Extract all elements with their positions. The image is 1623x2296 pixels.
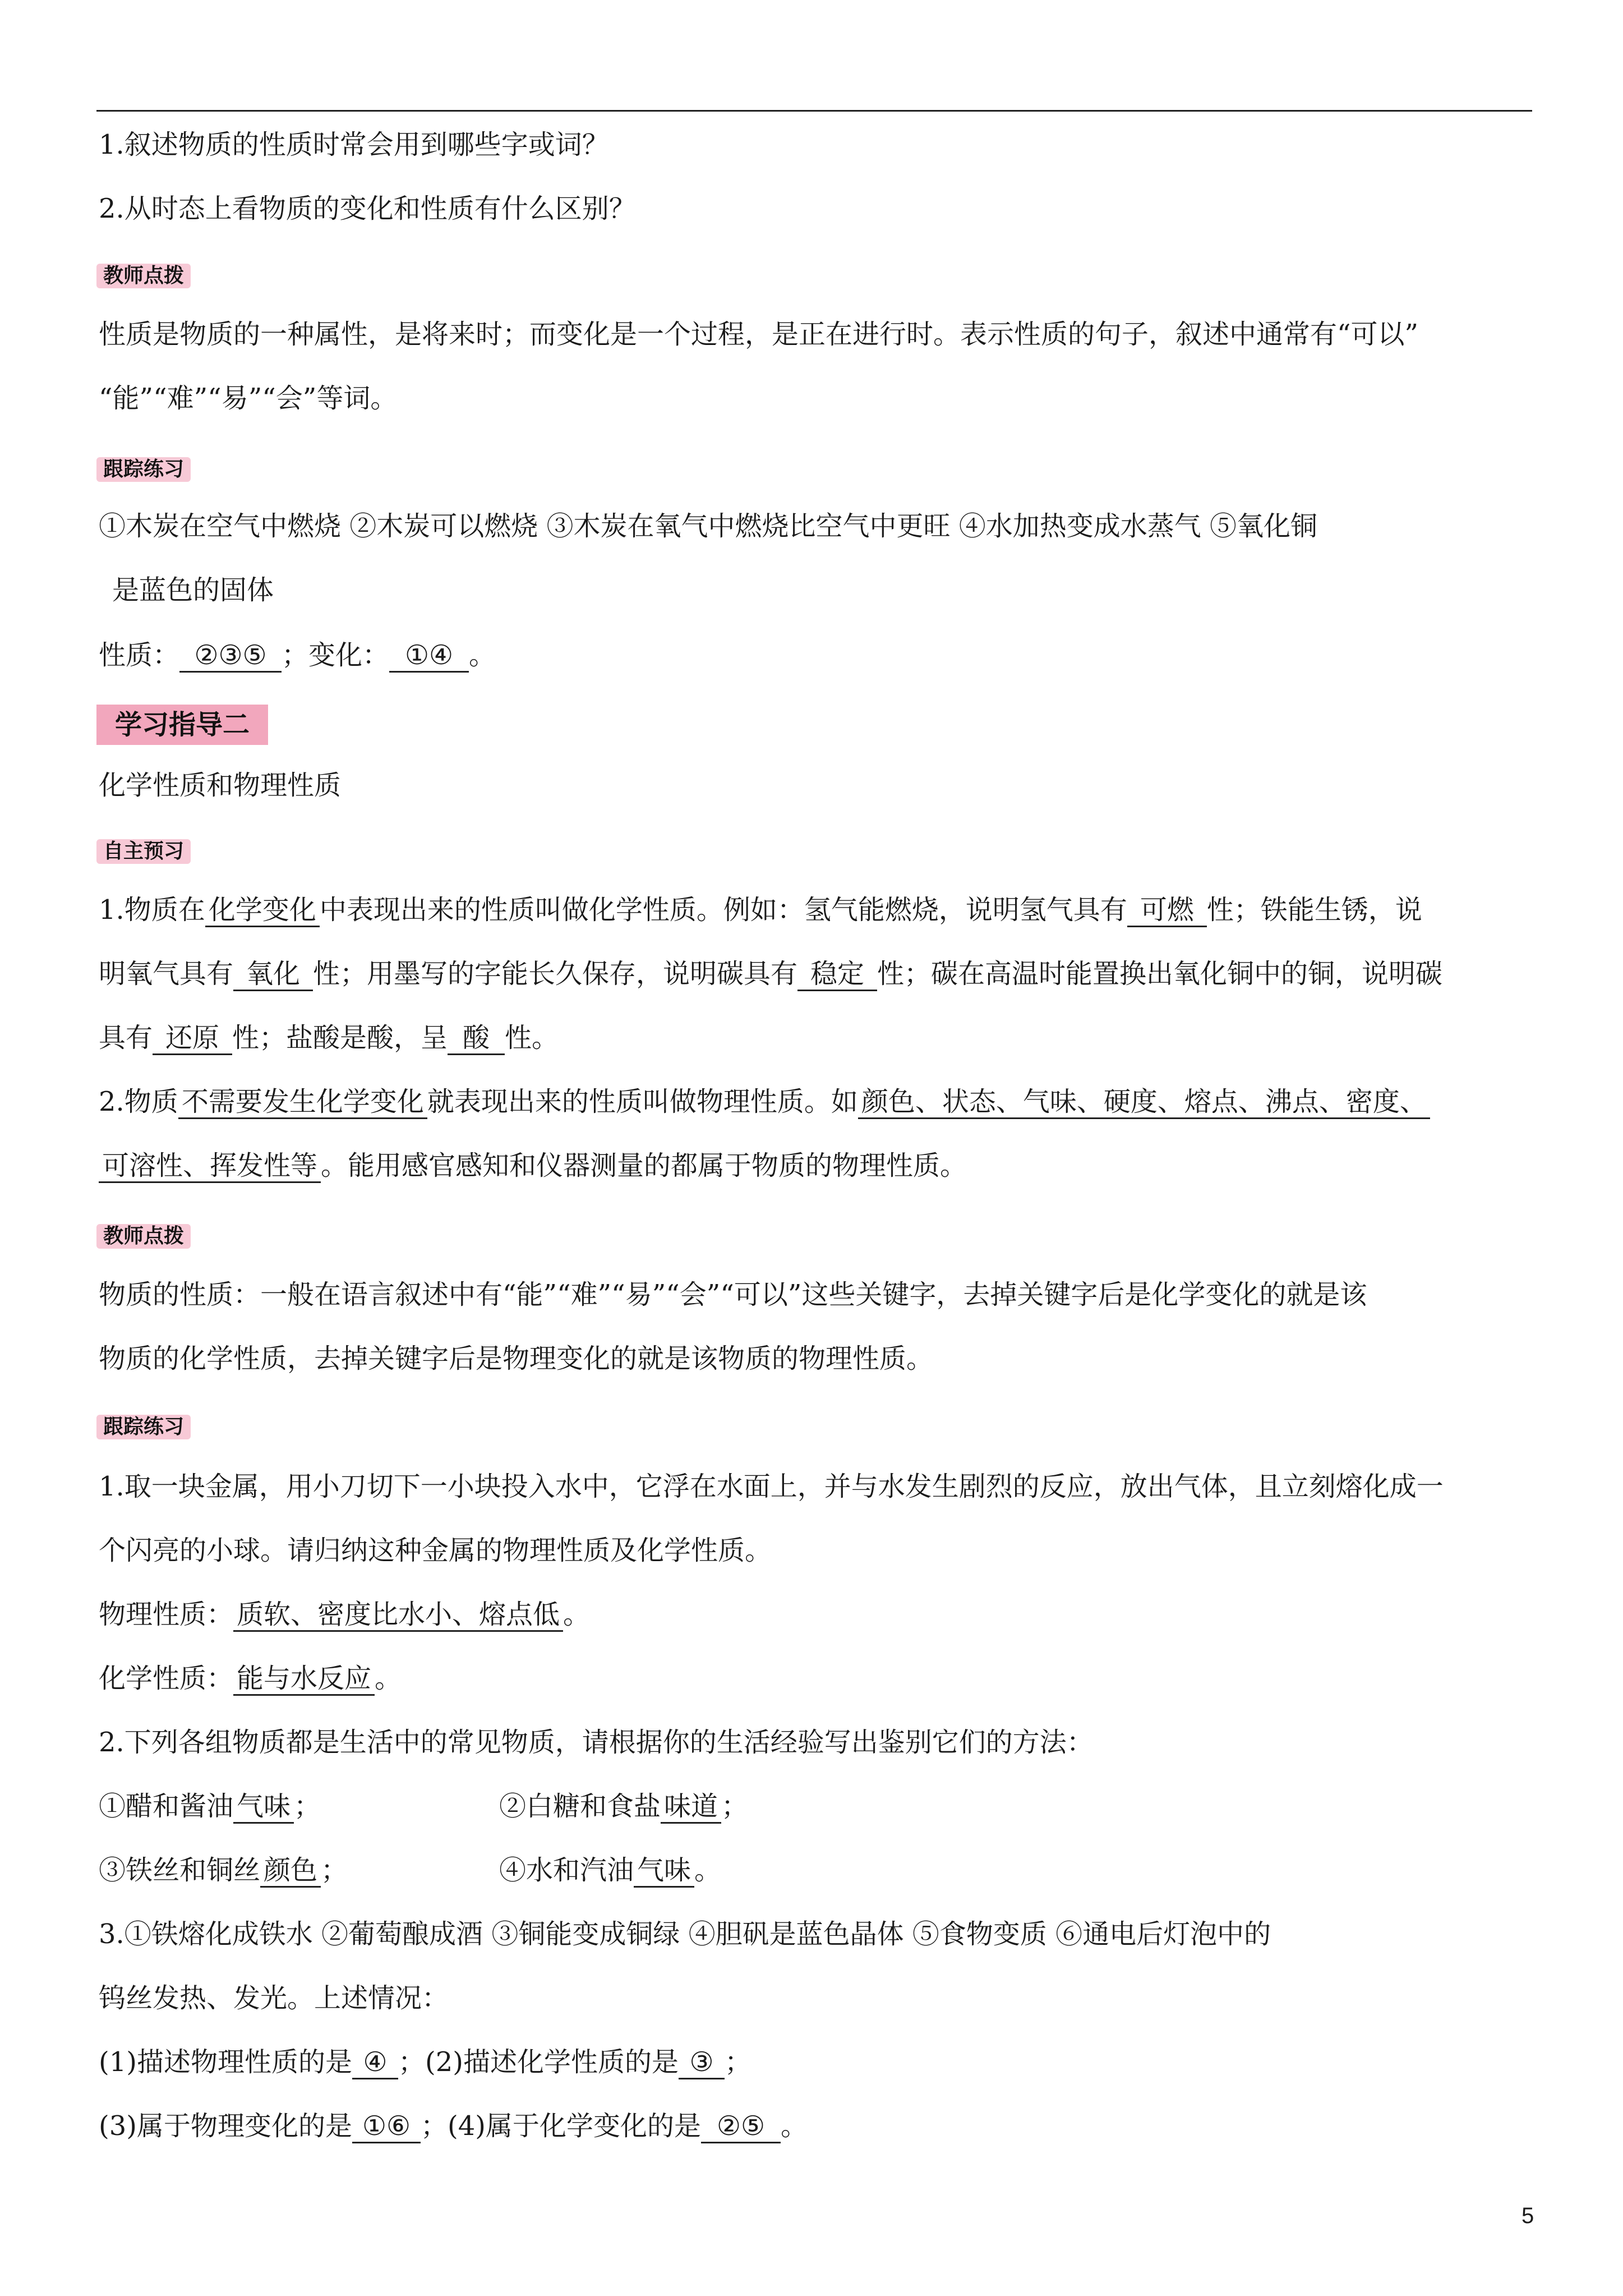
text: 就表现出来的性质叫做物理性质。如	[427, 1086, 858, 1117]
text: ；(4)属于化学变化的是	[421, 2110, 701, 2142]
text: ②白糖和食盐	[499, 1791, 661, 1822]
q2-item-2	[499, 1789, 748, 1824]
text: ；	[721, 1791, 749, 1822]
teacher-tip-tag: 教师点拨	[96, 264, 191, 288]
text: ①醋和酱油	[99, 1791, 234, 1822]
text: 化学性质：	[99, 1663, 234, 1694]
answer-blank: ④	[352, 2046, 398, 2079]
text: 。	[694, 1855, 722, 1886]
chemical-property-line	[99, 1662, 402, 1696]
text: ；(2)描述化学性质的是	[398, 2046, 679, 2078]
self-study-p1-line3	[99, 1021, 559, 1055]
text: 。	[781, 2110, 808, 2142]
section-subtitle: 化学性质和物理性质	[99, 770, 342, 801]
answer-blank: 还原	[153, 1022, 232, 1055]
answer-blank: 不需要发生化学变化	[178, 1086, 427, 1119]
self-study-p1-line1	[99, 893, 1422, 927]
answer-blank: ②⑤	[701, 2110, 781, 2143]
text: 明氧气具有	[99, 958, 234, 990]
text: ；	[725, 2046, 752, 2078]
change-answer: ①④	[389, 639, 469, 673]
section-title: 学习指导二	[96, 705, 268, 745]
practice2-q2: 2.下列各组物质都是生活中的常见物质，请根据你的生活经验写出鉴别它们的方法：	[99, 1727, 1094, 1758]
text: 性；铁能生锈，说	[1206, 894, 1422, 926]
answer-blank: ①⑥	[352, 2110, 421, 2143]
text: 。	[563, 1599, 591, 1630]
teacher-tip2-text-2: 物质的化学性质，去掉关键字后是物理变化的就是该物质的物理性质。	[99, 1343, 934, 1374]
practice-items: ①木炭在空气中燃烧 ②木炭可以燃烧 ③木炭在氧气中燃烧比空气中更旺 ④水加热变成水蒸气 ⑤氧化铜	[99, 510, 1318, 542]
answer-blank: 可溶性、挥发性等	[99, 1150, 321, 1183]
q2-item-1	[99, 1789, 321, 1824]
text: 物理性质：	[99, 1599, 234, 1630]
change-label: ；变化：	[282, 639, 390, 671]
q2-item-4	[499, 1853, 721, 1888]
practice-answer	[99, 638, 496, 673]
teacher-tip2-text-1: 物质的性质：一般在语言叙述中有“能”“难”“易”“会”“可以”这些关键字，去掉关键字后是化学变化的就是该	[99, 1279, 1367, 1310]
period: 。	[469, 639, 496, 671]
text: 。能用感官感知和仪器测量的都属于物质的物理性质。	[321, 1150, 967, 1181]
page-number: 5	[1521, 2203, 1534, 2228]
practice2-q3-line1: 3.①铁熔化成铁水 ②葡萄酿成酒 ③铜能变成铜绿 ④胆矾是蓝色晶体 ⑤食物变质 ⑥通电后灯泡中的	[99, 1918, 1271, 1950]
practice2-q1-line1: 1.取一块金属，用小刀切下一小块投入水中，它浮在水面上，并与水发生剧烈的反应，放出气体，且立刻熔化成一	[99, 1471, 1444, 1502]
answer-blank: 酸	[448, 1022, 505, 1055]
text: 中表现出来的性质叫做化学性质。例如：氢气能燃烧，说明氢气具有	[319, 894, 1127, 926]
answer-blank: 稳定	[797, 958, 877, 991]
answer-blank: 质软、密度比水小、熔点低	[233, 1599, 563, 1632]
answer-blank: 化学变化	[205, 894, 320, 927]
answer-blank: 味道	[661, 1791, 721, 1824]
property-answer: ②③⑤	[179, 639, 282, 673]
text: 性；碳在高温时能置换出氧化铜中的铜，说明碳	[877, 958, 1443, 990]
answer-blank: 可燃	[1127, 894, 1207, 927]
answer-blank: 气味	[634, 1855, 694, 1888]
q3-answers-1	[99, 2045, 751, 2079]
question-1: 1.叙述物质的性质时常会用到哪些字或词？	[99, 129, 609, 160]
teacher-tip-tag: 教师点拨	[96, 1224, 191, 1249]
q3-answers-2	[99, 2109, 808, 2143]
text: (1)描述物理性质的是	[99, 2046, 352, 2078]
text: ；	[294, 1791, 321, 1822]
answer-blank: 气味	[233, 1791, 294, 1824]
text: 性；盐酸是酸，呈	[232, 1022, 448, 1053]
text: 性；用墨写的字能长久保存，说明碳具有	[313, 958, 798, 990]
teacher-tip-text-1: 性质是物质的一种属性，是将来时；而变化是一个过程，是正在进行时。表示性质的句子，叙述中通常有“可以”	[99, 319, 1419, 350]
answer-blank: 氧化	[233, 958, 313, 991]
practice-items-cont: 是蓝色的固体	[112, 574, 274, 606]
text: 性。	[505, 1022, 559, 1053]
practice-tag: 跟踪练习	[96, 1415, 191, 1439]
text: ④水和汽油	[499, 1855, 634, 1886]
answer-blank: 颜色、状态、气味、硬度、熔点、沸点、密度、	[858, 1086, 1430, 1119]
property-label: 性质：	[99, 639, 180, 671]
text: 。	[375, 1663, 402, 1694]
question-2: 2.从时态上看物质的变化和性质有什么区别？	[99, 193, 636, 224]
text: 1.物质在	[99, 894, 205, 926]
self-study-p1-line2	[99, 957, 1442, 991]
header-rule	[96, 110, 1532, 112]
physical-property-line	[99, 1598, 590, 1632]
self-study-p2-line1	[99, 1085, 1430, 1119]
text: ③铁丝和铜丝	[99, 1855, 261, 1886]
text: ；	[321, 1855, 348, 1886]
text: 具有	[99, 1022, 153, 1053]
self-study-tag: 自主预习	[96, 839, 191, 864]
text: (3)属于物理变化的是	[99, 2110, 352, 2142]
answer-blank: 能与水反应	[233, 1663, 375, 1696]
answer-blank: ③	[679, 2046, 725, 2079]
practice2-q3-line2: 钨丝发热、发光。上述情况：	[99, 1982, 449, 2014]
q2-item-3	[99, 1853, 348, 1888]
practice2-q1-line2: 个闪亮的小球。请归纳这种金属的物理性质及化学性质。	[99, 1535, 772, 1566]
self-study-p2-line2	[99, 1149, 967, 1183]
teacher-tip-text-2: “能”“难”“易”“会”等词。	[99, 383, 398, 414]
answer-blank: 颜色	[260, 1855, 321, 1888]
text: 2.物质	[99, 1086, 178, 1117]
practice-tag: 跟踪练习	[96, 457, 191, 482]
